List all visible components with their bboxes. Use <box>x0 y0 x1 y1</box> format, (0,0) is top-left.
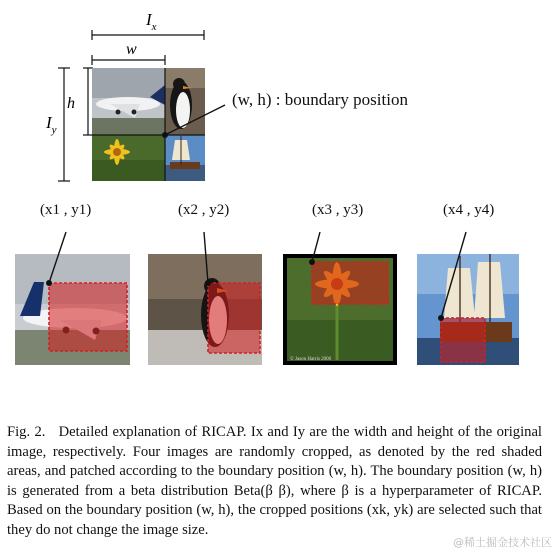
crop-area-3 <box>312 262 388 304</box>
watermark: @稀土掘金技术社区 <box>453 536 552 549</box>
caption-text: Detailed explanation of RICAP. Ix and Iy are the width and height of the original image, respectively. Four images are randomly cropped, as denoted by the red shaded areas, and patched according to the boundary position (w, h). The boundary position (w, h) is generated from a beta distribution Beta(β β), where β is a hyperparameter of RICAP. Based on the boundary position (w, h), the cropped positions (xk, yk) are selected such that they do not change the image size. <box>7 424 542 538</box>
h-label: h <box>67 95 75 112</box>
crop-area-4 <box>441 318 485 362</box>
photo-credit: © Jason Harris 2006 <box>290 357 332 362</box>
coord-label-4: (x4 , y4) <box>443 202 495 218</box>
coord-label-1: (x1 , y1) <box>40 202 92 218</box>
crop-area-1 <box>49 283 127 351</box>
figure-number: Fig. 2. <box>7 424 46 440</box>
coord-label-2: (x2 , y2) <box>178 202 230 218</box>
boundary-position-label: (w, h) : boundary position <box>232 90 408 109</box>
coord-label-3: (x3 , y3) <box>312 202 364 218</box>
crop-area-2 <box>208 283 260 353</box>
patched-image <box>92 68 205 181</box>
w-label: w <box>126 41 137 58</box>
figure-caption <box>7 423 542 541</box>
iy-label: $I_y$ <box>46 113 57 136</box>
ix-label: $I_x$ <box>146 10 157 33</box>
